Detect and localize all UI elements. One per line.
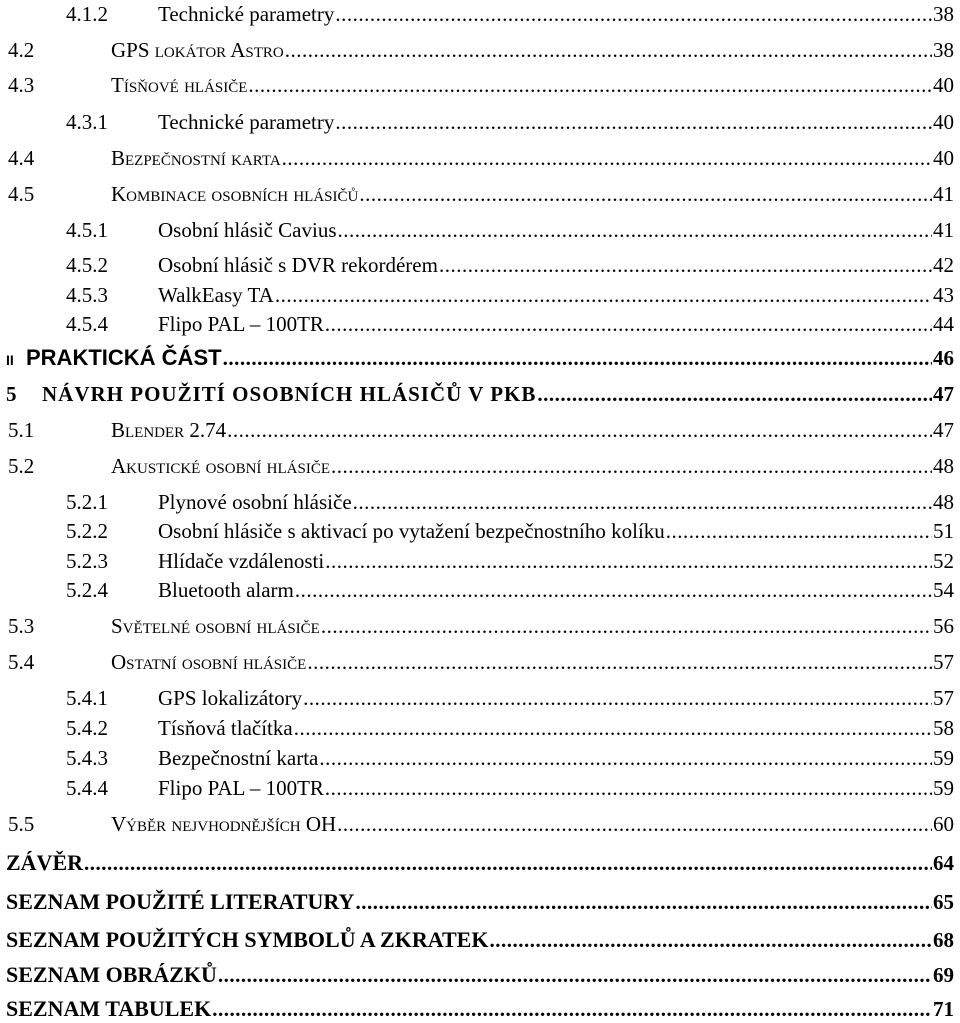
toc-title: Bluetooth alarm (158, 578, 294, 602)
toc-page: 40 (933, 110, 954, 134)
dot-leader (307, 650, 932, 674)
dot-leader (338, 218, 933, 242)
toc-title: Ostatní osobní hlásiče (111, 650, 307, 674)
toc-entry-chapter[interactable] (6, 928, 954, 952)
dot-leader (439, 253, 932, 277)
toc-page: 43 (933, 283, 954, 307)
toc-number: 4.1.2 (66, 2, 108, 26)
toc-number: 5.4.4 (66, 776, 108, 800)
toc-page: 47 (933, 382, 954, 406)
toc-title: ZÁVĚR (6, 850, 84, 875)
toc-page: 38 (933, 2, 954, 26)
dot-leader (294, 716, 932, 740)
toc-entry[interactable] (66, 253, 954, 277)
dot-leader (353, 490, 932, 514)
toc-entry[interactable] (66, 549, 954, 573)
dot-leader (321, 614, 932, 638)
dot-leader (285, 38, 932, 62)
toc-entry[interactable] (66, 519, 954, 543)
toc-title: SEZNAM TABULEK (6, 996, 212, 1021)
toc-number: 4.3.1 (66, 110, 108, 134)
toc-page: 68 (933, 928, 954, 952)
toc-number: 4.2 (8, 38, 35, 62)
dot-leader (337, 812, 932, 836)
toc-number: 5.2 (8, 454, 35, 478)
dot-leader (325, 549, 932, 573)
toc-entry[interactable] (8, 38, 954, 62)
toc-title: PRAKTICKÁ ČÁST (26, 345, 222, 370)
toc-entry[interactable] (8, 73, 954, 97)
toc-entry[interactable] (66, 490, 954, 514)
dot-leader (335, 2, 932, 26)
toc-entry[interactable] (66, 110, 954, 134)
toc-page: 59 (933, 746, 954, 770)
toc-title: Osobní hlásič s DVR rekordérem (158, 253, 438, 277)
toc-number: 5.4 (8, 650, 35, 674)
toc-number: 4.4 (8, 146, 35, 170)
toc-page: 57 (933, 650, 954, 674)
toc-number: 4.5.1 (66, 218, 108, 242)
toc-title: Blender 2.74 (111, 418, 227, 442)
toc-entry[interactable] (66, 218, 954, 242)
dot-leader (84, 851, 932, 875)
toc-title: GPS lokátor Astro (111, 38, 284, 62)
dot-leader (355, 890, 932, 914)
toc-title: Plynové osobní hlásiče (158, 490, 352, 514)
toc-number: 4.3 (8, 73, 35, 97)
toc-number: 5 (6, 382, 17, 406)
dot-leader (295, 578, 932, 602)
toc-title: GPS lokalizátory (158, 686, 303, 710)
toc-page: 65 (933, 890, 954, 914)
dot-leader (335, 110, 932, 134)
toc-title: SEZNAM POUŽITÉ LITERATURY (6, 889, 355, 914)
toc-title: Akustické osobní hlásiče (111, 454, 331, 478)
toc-page: 48 (933, 490, 954, 514)
toc-entry[interactable] (66, 2, 954, 26)
toc-title: WalkEasy TA (158, 283, 274, 307)
toc-number: 5.5 (8, 812, 35, 836)
dot-leader (223, 346, 932, 370)
toc-entry[interactable] (8, 812, 954, 836)
dot-leader (303, 686, 932, 710)
toc-entry-chapter[interactable] (6, 851, 954, 875)
toc-entry[interactable] (66, 716, 954, 740)
toc-title: Bezpečnostní karta (111, 146, 281, 170)
toc-entry[interactable] (8, 418, 954, 442)
dot-leader (282, 146, 932, 170)
toc-number: 5.4.2 (66, 716, 108, 740)
dot-leader (212, 997, 932, 1021)
toc-number: 4.5 (8, 182, 35, 206)
toc-page: 47 (933, 418, 954, 442)
dot-leader (275, 283, 932, 307)
toc-number: II (6, 352, 14, 368)
toc-title: SEZNAM OBRÁZKŮ (6, 962, 217, 987)
toc-entry[interactable] (8, 614, 954, 638)
toc-number: 5.3 (8, 614, 35, 638)
dot-leader (227, 418, 932, 442)
dot-leader (319, 746, 932, 770)
toc-title: Technické parametry (158, 2, 335, 26)
toc-entry-chapter[interactable] (6, 997, 954, 1021)
toc-title: Flipo PAL – 100TR (158, 312, 324, 336)
toc-number: 5.2.3 (66, 549, 108, 573)
toc-title: Osobní hlásiče s aktivací po vytažení bezpečnostního kolíku (158, 519, 665, 543)
dot-leader (359, 182, 932, 206)
toc-title: Hlídače vzdálenosti (158, 549, 325, 573)
toc-title: Tísňové hlásiče (111, 73, 248, 97)
toc-page: 40 (933, 73, 954, 97)
toc-page: 41 (933, 218, 954, 242)
toc-page: 54 (933, 578, 954, 602)
dot-leader (331, 454, 932, 478)
toc-page: 40 (933, 146, 954, 170)
toc-number: 5.2.4 (66, 578, 108, 602)
toc-page: 44 (933, 312, 954, 336)
toc-number: 5.1 (8, 418, 35, 442)
toc-number: 5.4.3 (66, 746, 108, 770)
toc-page: 41 (933, 182, 954, 206)
toc-entry[interactable] (8, 146, 954, 170)
toc-number: 5.2.1 (66, 490, 108, 514)
toc-page: 64 (933, 851, 954, 875)
toc-page: 60 (933, 812, 954, 836)
dot-leader (218, 963, 932, 987)
toc-page: 56 (933, 614, 954, 638)
toc-entry[interactable] (66, 686, 954, 710)
toc-entry[interactable] (66, 776, 954, 800)
toc-entry[interactable] (66, 283, 954, 307)
toc-page: 57 (933, 686, 954, 710)
dot-leader (537, 382, 932, 406)
toc-page: 51 (933, 519, 954, 543)
toc-title: Technické parametry (158, 110, 335, 134)
toc-page: 46 (933, 346, 954, 370)
toc-page: 58 (933, 716, 954, 740)
toc-entry[interactable] (66, 312, 954, 336)
dot-leader (666, 519, 932, 543)
toc-page: 59 (933, 776, 954, 800)
toc-title: Tísňová tlačítka (158, 716, 293, 740)
toc-page: 69 (933, 963, 954, 987)
toc-number: 4.5.3 (66, 283, 108, 307)
toc-page: 71 (933, 997, 954, 1021)
toc-title: SEZNAM POUŽITÝCH SYMBOLŮ A ZKRATEK (6, 927, 489, 952)
toc-title: Světelné osobní hlásiče (111, 614, 320, 638)
toc-entry[interactable] (66, 746, 954, 770)
toc-title: NÁVRH POUŽITÍ OSOBNÍCH HLÁSIČŮ V PKB (42, 382, 537, 406)
dot-leader (248, 73, 932, 97)
toc-title: Flipo PAL – 100TR (158, 776, 324, 800)
toc-entry-chapter[interactable] (6, 963, 954, 987)
toc-page: 48 (933, 454, 954, 478)
toc-entry-part[interactable] (6, 346, 954, 372)
toc-number: 5.4.1 (66, 686, 108, 710)
dot-leader (489, 928, 932, 952)
toc-title: Bezpečnostní karta (158, 746, 319, 770)
toc-entry[interactable] (8, 454, 954, 478)
toc-number: 5.2.2 (66, 519, 108, 543)
toc-title: Výběr nejvhodnějších OH (111, 812, 337, 836)
toc-page: 52 (933, 549, 954, 573)
toc-page: 42 (933, 253, 954, 277)
toc-entry[interactable] (8, 650, 954, 674)
toc-title: Osobní hlásič Cavius (158, 218, 337, 242)
toc-entry[interactable] (66, 578, 954, 602)
toc-entry-chapter[interactable] (6, 890, 954, 914)
toc-entry-chapter[interactable] (6, 382, 954, 406)
toc-page: 38 (933, 38, 954, 62)
toc-entry[interactable] (8, 182, 954, 206)
toc-title: Kombinace osobních hlásičů (111, 182, 359, 206)
dot-leader (325, 776, 932, 800)
toc-number: 4.5.2 (66, 253, 108, 277)
dot-leader (325, 312, 932, 336)
toc-number: 4.5.4 (66, 312, 108, 336)
